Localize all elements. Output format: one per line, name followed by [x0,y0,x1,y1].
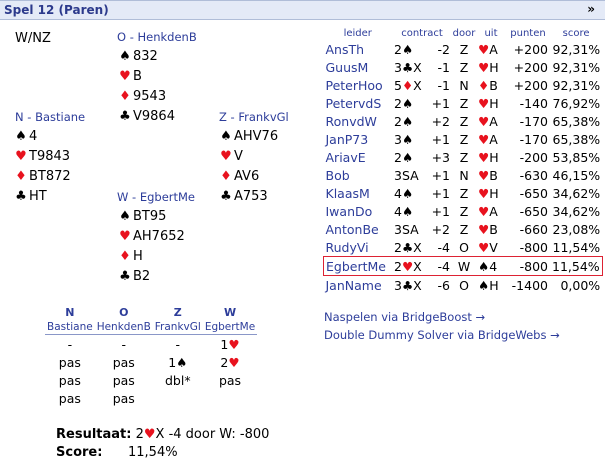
diamond-icon: ♦ [119,89,131,104]
score-cell: 53,85% [552,149,601,165]
door-cell: O [459,277,469,293]
spade-icon: ♠ [119,209,131,224]
score-value: 11,54% [128,445,178,460]
punten-cell: -800 [506,257,550,276]
north-player-label: O - HenkdenB [117,30,197,44]
score-cell: 0,00% [560,277,601,293]
score-cell: 76,92% [552,95,601,111]
south-hearts: ♥ AH7652 [117,229,185,244]
contract-cell: 2♠ -2 [394,41,450,57]
bid-cell: 1♥ [220,336,240,352]
score-cell: 11,54% [552,239,601,255]
seat-o: O [119,306,129,319]
results-header-row [324,26,603,40]
lead-suit-icon: ♥ [478,149,490,165]
board-title: Spel 12 (Paren) [4,3,109,17]
results-row [324,202,603,220]
bid-cell: pas [58,390,81,406]
lead-suit-icon: ♠ [478,277,490,293]
bid-cell: pas [58,372,81,388]
score-cell: 92,31% [552,59,601,75]
bid-cell: 1♠ [168,354,188,370]
col-header-uit: uit [484,27,498,39]
bidding-round [45,389,257,407]
east-diamonds: ♦ AV6 [218,169,259,184]
leader-link[interactable]: AriavE [325,149,366,165]
lead-suit-icon: ♥ [478,239,490,255]
spade-icon: ♠ [119,49,131,64]
spade-icon: ♠ [220,129,232,144]
door-cell: Z [459,95,469,111]
uit-cell: ♦B [478,77,498,93]
uit-cell: ♥V [478,239,498,255]
lead-suit-icon: ♥ [478,185,490,201]
uit-cell: ♥H [478,95,499,111]
bid-cell: - [121,336,126,352]
results-row [324,58,603,76]
door-cell: Z [459,59,469,75]
dds-link[interactable]: Double Dummy Solver via BridgeWebs → [324,328,560,342]
results-row [324,238,603,257]
result-rest: X -4 door W: -800 [155,427,270,442]
north-diamonds: ♦ 9543 [117,89,166,104]
punten-cell: +200 [513,59,548,75]
contract-suit-icon: ♦ [401,77,414,93]
results-row [324,148,603,166]
punten-cell: -1400 [511,277,548,293]
leader-link[interactable]: JanName [325,277,382,293]
bidding-player-n: Bastiane [47,321,93,333]
door-cell: Z [459,203,469,219]
score-label: Score: [56,445,103,460]
north-spades: ♠ 832 [117,49,158,64]
results-row [324,276,603,295]
diamond-icon: ♦ [119,249,131,264]
leader-link[interactable]: AntonBe [325,221,379,237]
punten-cell: +200 [513,77,548,93]
punten-cell: -650 [519,185,548,201]
door-cell: O [459,239,469,255]
vulnerability: W/NZ [15,31,51,46]
contract-cell: 2♣X -4 [394,239,450,255]
uit-cell: ♥H [478,185,499,201]
lead-suit-icon: ♥ [478,167,490,183]
punten-cell: -170 [519,113,548,129]
bid-cell [203,389,257,407]
score-line [56,445,178,460]
seat-n: N [65,306,75,319]
leader-link[interactable]: PetervdS [325,95,382,111]
south-diamonds: ♦ H [117,249,143,264]
heart-icon: ♥ [143,427,156,442]
leader-link[interactable]: AnsTh [325,41,365,57]
heart-icon: ♥ [119,69,131,84]
score-cell: 34,62% [552,185,601,201]
score-cell: 65,38% [552,131,601,147]
uit-cell: ♥A [478,113,498,129]
bid-cell: pas [218,372,242,388]
leader-link[interactable]: IwanDo [325,203,373,219]
contract-cell: 2♠ +3 [394,149,450,165]
col-header-punten: punten [510,27,546,39]
lead-suit-icon: ♥ [478,59,490,75]
bid-cell: - [175,336,181,352]
col-header-contract: contract [401,27,443,39]
replay-link[interactable]: Naspelen via BridgeBoost → [324,310,486,324]
uit-cell: ♥A [478,203,498,219]
door-cell: Z [459,131,469,147]
door-cell: Z [459,113,469,129]
results-row [324,94,603,112]
contract-suit-icon: ♣ [401,59,414,75]
lead-suit-icon: ♥ [478,221,490,237]
contract-suit-icon: ♣ [401,239,414,255]
results-row [324,40,603,58]
score-cell: 92,31% [552,77,601,93]
uit-cell: ♥B [478,167,498,183]
uit-cell: ♠H [478,277,499,293]
score-cell: 34,62% [552,203,601,219]
bid-cell: 2♥ [220,354,240,370]
east-hearts: ♥ V [218,149,243,164]
bidding-seats-row [45,305,257,320]
contract-cell: 3SA +1 [394,167,450,183]
contract-suit-icon: ♥ [401,258,414,274]
bid-cell: pas [112,372,135,388]
east-spades: ♠ AHV76 [218,129,278,144]
punten-cell: -660 [519,221,548,237]
punten-cell: -140 [519,95,548,111]
west-hearts: ♥ T9843 [13,149,70,164]
col-header-leider: leider [343,27,372,39]
contract-cell: 3SA +2 [394,221,450,237]
club-icon: ♣ [119,109,131,124]
club-icon: ♣ [15,189,27,204]
door-cell: Z [459,221,469,237]
south-clubs: ♣ B2 [117,269,150,284]
bidding-players-row [45,320,257,335]
heart-icon: ♥ [119,229,131,244]
north-clubs: ♣ V9864 [117,109,175,124]
contract-cell: 3♣X -6 [394,277,450,293]
bidding-table [45,305,257,407]
punten-cell: -200 [519,149,548,165]
punten-cell: -650 [519,203,548,219]
contract-suit-icon: ♠ [401,203,414,219]
contract-cell: 2♠ +1 [394,95,450,111]
punten-cell: -630 [519,167,548,183]
seat-z: Z [173,306,182,319]
door-cell: N [459,167,469,183]
contract-suit-icon: ♠ [401,113,414,129]
contract-suit-icon: ♠ [401,149,414,165]
bid-cell: pas [58,354,81,370]
leader-link[interactable]: PeterHoo [325,77,383,93]
uit-cell: ♥A [478,41,498,57]
heart-icon: ♥ [15,149,27,164]
score-cell: 65,38% [552,113,601,129]
diamond-icon: ♦ [15,169,27,184]
contract-cell: 5♦X -1 [394,77,450,93]
west-spades: ♠ 4 [13,129,37,144]
result-level: 2 [135,427,144,442]
club-icon: ♣ [220,189,232,204]
east-player-label: Z - FrankvGl [219,110,289,124]
west-clubs: ♣ HT [13,189,47,204]
contract-suit-icon: ♠ [401,95,414,111]
diamond-icon: ♦ [220,169,232,184]
lead-suit-icon: ♥ [478,95,490,111]
results-row-highlighted [324,257,603,276]
results-row [324,166,603,184]
lead-suit-icon: ♠ [478,258,490,274]
door-cell: N [459,77,469,93]
lead-suit-icon: ♥ [478,41,490,57]
contract-cell: 3♣X -1 [394,59,450,75]
door-cell: Z [459,149,469,165]
leader-link[interactable]: Bob [325,167,350,183]
contract-cell: 4♠ +1 [394,185,450,201]
contract-cell: 3♠ +1 [394,131,450,147]
contract-cell: 4♠ +1 [394,203,450,219]
lead-suit-icon: ♦ [478,77,490,93]
bidding-player-o: HenkdenB [96,321,151,333]
uit-cell: ♥B [478,221,498,237]
uit-cell: ♠4 [476,257,506,276]
results-row [324,184,603,202]
punten-cell: -800 [519,239,548,255]
leader-link[interactable]: GuusM [325,59,369,75]
leader-link[interactable]: JanP73 [325,131,369,147]
col-header-score: score [562,27,590,39]
results-row [324,130,603,148]
bidding-player-z: FrankvGl [154,321,201,333]
club-icon: ♣ [119,269,131,284]
results-row [324,112,603,130]
result-label: Resultaat: [56,427,132,442]
bid-cell: dbl* [165,372,191,388]
seat-w: W [223,306,237,319]
bidding-round [45,371,257,389]
leader-link[interactable]: KlaasM [325,185,370,201]
bid-cell: - [67,336,73,352]
lead-suit-icon: ♥ [478,113,490,129]
bid-cell [153,389,203,407]
heart-icon: ♥ [220,149,232,164]
spade-icon: ♠ [15,129,27,144]
bidding-round [45,353,257,371]
contract-suit-icon: ♣ [401,277,414,293]
west-player-label: N - Bastiane [15,110,86,124]
results-row [324,220,603,238]
uit-cell: ♥H [478,59,499,75]
south-spades: ♠ BT95 [117,209,166,224]
double-chevron-up-icon[interactable]: » [587,2,595,16]
results-row [324,76,603,94]
door-cell: Z [459,185,469,201]
score-cell: 23,08% [552,221,601,237]
door-cell: Z [459,41,469,57]
contract-cell: 2♥X -4 [394,258,450,274]
leader-link[interactable]: RonvdW [325,113,377,129]
bidding-round [45,335,257,354]
score-cell: 92,31% [552,41,601,57]
door-cell: W [452,257,476,276]
result-line [56,427,269,442]
uit-cell: ♥A [478,131,498,147]
leader-link[interactable]: EgbertMe [324,257,393,276]
contract-suit-icon: ♠ [401,131,414,147]
uit-cell: ♥H [478,149,499,165]
north-hearts: ♥ B [117,69,142,84]
south-player-label: W - EgbertMe [117,190,196,204]
bid-cell: pas [112,390,135,406]
score-cell: 11,54% [550,257,602,276]
east-clubs: ♣ A753 [218,189,268,204]
punten-cell: -170 [519,131,548,147]
lead-suit-icon: ♥ [478,203,490,219]
lead-suit-icon: ♥ [478,131,490,147]
bid-cell: pas [112,354,135,370]
board-header [0,0,605,20]
results-table [323,26,603,294]
bidding-player-w: EgbertMe [204,321,256,333]
punten-cell: +200 [513,41,548,57]
contract-cell: 2♠ +2 [394,113,450,129]
west-diamonds: ♦ BT872 [13,169,71,184]
col-header-door: door [452,27,476,39]
score-cell: 46,15% [552,167,601,183]
contract-suit-icon: ♠ [401,41,414,57]
contract-suit-icon: ♠ [401,185,414,201]
leader-link[interactable]: RudyVi [325,239,369,255]
